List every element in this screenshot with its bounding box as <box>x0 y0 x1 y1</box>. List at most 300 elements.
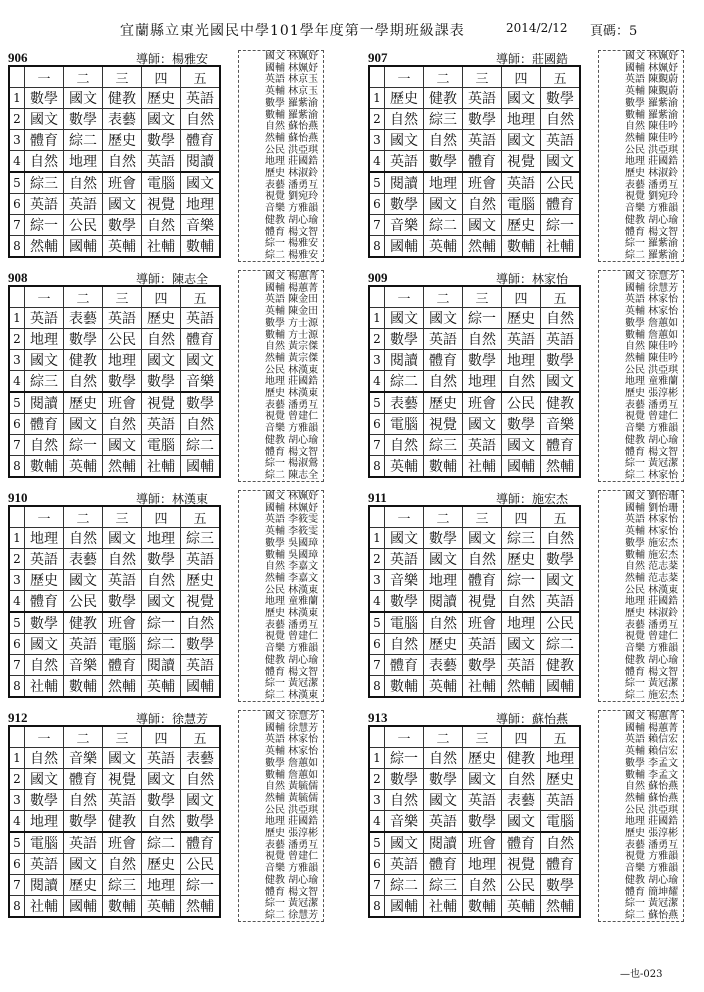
teacher-entry: 數學 詹蕙如 <box>625 317 679 329</box>
period-number: 7 <box>9 655 25 676</box>
subject-cell: 國文 <box>541 570 581 591</box>
period-row <box>9 308 220 329</box>
teacher-entry: 英輔 林家怡 <box>625 526 679 538</box>
period-number: 2 <box>9 769 25 790</box>
teacher-entry: 公民 洪亞琪 <box>265 804 319 816</box>
period-row <box>369 194 580 215</box>
subject-cell: 英語 <box>64 832 103 854</box>
subject-cell: 自然 <box>64 172 103 194</box>
subject-cell: 音樂 <box>541 414 581 435</box>
subject-cell: 數學 <box>103 591 142 613</box>
subject-cell: 班會 <box>463 392 502 414</box>
day-header: 四 <box>142 726 181 748</box>
subject-cell: 健教 <box>64 350 103 371</box>
period-row <box>9 414 220 435</box>
day-header: 四 <box>502 66 541 88</box>
period-number: 5 <box>9 392 25 414</box>
subject-cell: 國文 <box>541 371 581 393</box>
subject-cell: 自然 <box>424 748 463 769</box>
day-header: 二 <box>424 286 463 308</box>
teacher-entry: 公民 洪亞琪 <box>625 144 679 156</box>
teacher-entry: 數輔 李孟文 <box>625 769 679 781</box>
day-header-row <box>369 286 580 308</box>
day-header-row <box>369 726 580 748</box>
subject-cell: 綜一 <box>25 215 64 236</box>
subject-cell: 綜二 <box>541 634 581 655</box>
teacher-entry: 數學 方士源 <box>265 317 319 329</box>
teacher-entry: 自然 范志棻 <box>625 561 679 573</box>
subject-cell: 社輔 <box>424 896 463 918</box>
teacher-entry: 然輔 蘇怡燕 <box>265 132 319 144</box>
teacher-entry: 數學 羅紫渝 <box>625 97 679 109</box>
period-number: 8 <box>369 676 385 698</box>
teacher-entry: 然輔 蘇怡燕 <box>625 792 679 804</box>
period-number: 6 <box>9 414 25 435</box>
subject-cell: 國文 <box>463 528 502 549</box>
period-row <box>9 854 220 875</box>
teacher-entry: 數學 吳國璋 <box>265 537 319 549</box>
teacher-entry: 音樂 方雅韻 <box>265 863 319 875</box>
period-number: 5 <box>9 172 25 194</box>
subject-cell: 國文 <box>25 634 64 655</box>
subject-cell: 體育 <box>64 769 103 790</box>
day-header: 一 <box>25 286 64 308</box>
period-row <box>9 194 220 215</box>
teacher-entry: 國文 楊蕙菁 <box>265 271 319 282</box>
subject-cell: 音樂 <box>385 811 424 833</box>
period-row <box>369 172 580 194</box>
subject-cell: 綜三 <box>502 528 541 549</box>
period-row <box>9 591 220 613</box>
teacher-entry: 國輔 楊蕙菁 <box>625 722 679 734</box>
period-row <box>369 215 580 236</box>
teacher-entry: 地理 莊國鋯 <box>625 596 679 608</box>
subject-cell: 英語 <box>424 329 463 350</box>
subject-cell: 體育 <box>463 570 502 591</box>
subject-cell: 綜一 <box>463 308 502 329</box>
day-header: 二 <box>64 506 103 528</box>
teacher-entry: 公民 洪亞琪 <box>625 364 679 376</box>
teacher-entry: 歷史 張淳彬 <box>625 388 679 400</box>
teacher-entry: 英語 林家怡 <box>625 514 679 526</box>
period-row <box>369 896 580 918</box>
teacher-entry: 國文 劉怡珊 <box>625 491 679 502</box>
teacher-entry: 數輔 方士源 <box>265 329 319 341</box>
teacher-entry: 地理 莊國鋯 <box>265 376 319 388</box>
subject-cell: 綜一 <box>541 215 581 236</box>
subject-cell: 地理 <box>502 109 541 130</box>
teacher-entry: 表藝 潘勇互 <box>625 179 679 191</box>
subject-cell: 綜一 <box>385 748 424 769</box>
subject-cell: 歷史 <box>142 88 181 109</box>
subject-cell: 數輔 <box>463 896 502 918</box>
period-row <box>369 832 580 854</box>
subject-cell: 英語 <box>541 329 581 350</box>
subject-cell: 自然 <box>25 748 64 769</box>
subject-cell: 數學 <box>424 151 463 173</box>
subject-cell: 健教 <box>424 88 463 109</box>
period-row <box>9 151 220 173</box>
subject-cell: 健教 <box>502 748 541 769</box>
teacher-entry: 數輔 施宏杰 <box>625 549 679 561</box>
period-number: 7 <box>369 435 385 456</box>
corner-cell <box>369 506 385 528</box>
period-number: 5 <box>369 172 385 194</box>
teacher-entry: 音樂 方雅韻 <box>625 863 679 875</box>
day-header: 一 <box>25 66 64 88</box>
teacher-entry: 歷史 林淑鈴 <box>265 168 319 180</box>
teacher-entry: 健教 胡心瑜 <box>625 434 679 446</box>
period-row <box>369 371 580 393</box>
subject-cell: 數學 <box>181 811 221 833</box>
period-number: 1 <box>9 748 25 769</box>
period-number: 1 <box>369 88 385 109</box>
subject-cell: 國輔 <box>385 896 424 918</box>
teacher-entry: 然輔 黃宗傑 <box>265 352 319 364</box>
subject-cell: 音樂 <box>385 215 424 236</box>
day-header: 二 <box>64 286 103 308</box>
subject-cell: 數學 <box>385 329 424 350</box>
subject-cell: 班會 <box>463 172 502 194</box>
teacher-entry: 體育 簡坤耀 <box>625 886 679 898</box>
subject-cell: 英語 <box>463 790 502 811</box>
subject-cell: 歷史 <box>424 634 463 655</box>
teacher-entry: 地理 童雅蘭 <box>265 596 319 608</box>
teacher-entry: 地理 莊國鋯 <box>265 156 319 168</box>
subject-cell: 自然 <box>64 528 103 549</box>
subject-cell: 英語 <box>25 854 64 875</box>
period-row <box>369 435 580 456</box>
subject-cell: 國文 <box>64 570 103 591</box>
teacher-entry: 綜一 黃冠潔 <box>265 678 319 690</box>
subject-cell: 綜二 <box>181 435 221 456</box>
period-number: 6 <box>369 854 385 875</box>
period-number: 7 <box>9 215 25 236</box>
subject-cell: 自然 <box>181 414 221 435</box>
teacher-entry: 地理 莊國鋯 <box>625 816 679 828</box>
day-header: 二 <box>64 726 103 748</box>
subject-cell: 英語 <box>142 414 181 435</box>
subject-cell: 地理 <box>463 854 502 875</box>
period-number: 6 <box>9 634 25 655</box>
schedule-table <box>368 725 581 918</box>
subject-cell: 班會 <box>463 612 502 634</box>
schedule-table <box>8 505 221 698</box>
subject-cell: 地理 <box>181 194 221 215</box>
teacher-entry: 英語 陳金田 <box>265 294 319 306</box>
teacher-entry: 國輔 林姵妤 <box>265 502 319 514</box>
subject-cell: 健教 <box>103 88 142 109</box>
page-number: 頁碼：5 <box>590 24 638 39</box>
teacher-entry: 國輔 林姵妤 <box>265 62 319 74</box>
period-number: 1 <box>9 88 25 109</box>
period-row <box>369 549 580 570</box>
period-number: 1 <box>369 308 385 329</box>
period-number: 6 <box>369 194 385 215</box>
subject-cell: 英語 <box>103 308 142 329</box>
subject-cell: 數輔 <box>181 236 221 258</box>
class-number: 906 <box>8 50 28 65</box>
subject-cell: 歷史 <box>25 570 64 591</box>
period-number: 2 <box>369 769 385 790</box>
subject-cell: 社輔 <box>25 676 64 698</box>
subject-cell: 體育 <box>385 655 424 676</box>
subject-cell: 歷史 <box>502 215 541 236</box>
period-number: 1 <box>369 748 385 769</box>
teacher-entry: 視覺 曾建仁 <box>625 411 679 423</box>
subject-cell: 數學 <box>64 811 103 833</box>
subject-cell: 視覺 <box>424 414 463 435</box>
day-header: 三 <box>103 726 142 748</box>
teacher-entry: 表藝 潘勇互 <box>265 179 319 191</box>
subject-cell: 體育 <box>541 194 581 215</box>
subject-cell: 然輔 <box>103 676 142 698</box>
teacher-entry: 視覺 曾建仁 <box>265 411 319 423</box>
subject-cell: 國文 <box>424 549 463 570</box>
teacher-entry: 體育 楊文智 <box>265 226 319 238</box>
period-row <box>369 591 580 613</box>
subject-cell: 自然 <box>385 634 424 655</box>
subject-cell: 然輔 <box>502 676 541 698</box>
day-header: 五 <box>541 286 581 308</box>
subject-cell: 自然 <box>541 109 581 130</box>
subject-cell: 英語 <box>463 435 502 456</box>
teacher-entry: 綜二 陳志全 <box>265 469 319 481</box>
period-number: 8 <box>9 676 25 698</box>
teacher-entry: 英語 賴信宏 <box>625 734 679 746</box>
subject-cell: 公民 <box>64 215 103 236</box>
class-number: 909 <box>368 270 388 285</box>
teacher-entry: 歷史 林淑鈴 <box>625 168 679 180</box>
corner-cell <box>9 726 25 748</box>
day-header: 三 <box>103 286 142 308</box>
teacher-entry: 國文 楊蕙菁 <box>625 711 679 722</box>
teacher-entry: 數學 李孟文 <box>625 757 679 769</box>
subject-cell: 公民 <box>541 172 581 194</box>
subject-cell: 班會 <box>103 612 142 634</box>
teacher-entry: 公民 林漢東 <box>625 584 679 596</box>
subject-cell: 國文 <box>502 634 541 655</box>
subject-cell: 自然 <box>502 591 541 613</box>
period-number: 3 <box>369 570 385 591</box>
subject-cell: 國輔 <box>385 236 424 258</box>
teacher-entry: 自然 黃毓儒 <box>265 781 319 793</box>
subject-cell: 國文 <box>463 414 502 435</box>
subject-cell: 體育 <box>541 854 581 875</box>
subject-cell: 閱讀 <box>25 875 64 896</box>
day-header: 三 <box>463 286 502 308</box>
subject-cell: 綜三 <box>25 371 64 393</box>
subject-cell: 音樂 <box>181 215 221 236</box>
teacher-entry: 公民 洪亞琪 <box>625 804 679 816</box>
subject-cell: 自然 <box>103 414 142 435</box>
subject-cell: 視覺 <box>103 769 142 790</box>
subject-cell: 然輔 <box>541 896 581 918</box>
subject-cell: 數學 <box>142 549 181 570</box>
subject-cell: 數學 <box>142 130 181 151</box>
subject-cell: 公民 <box>502 875 541 896</box>
subject-cell: 英語 <box>181 655 221 676</box>
day-header: 五 <box>181 66 221 88</box>
subject-cell: 國輔 <box>181 676 221 698</box>
subject-cell: 國文 <box>142 591 181 613</box>
period-row <box>369 790 580 811</box>
subject-cell: 國文 <box>181 172 221 194</box>
subject-cell: 國文 <box>25 109 64 130</box>
subject-cell: 地理 <box>424 570 463 591</box>
class-number: 908 <box>8 270 28 285</box>
schedule-table <box>368 505 581 698</box>
subject-cell: 歷史 <box>502 549 541 570</box>
subject-cell: 自然 <box>385 435 424 456</box>
teacher-entry: 綜二 徐慧芳 <box>265 909 319 921</box>
teacher-entry: 數輔 詹蕙如 <box>625 329 679 341</box>
day-header: 五 <box>181 506 221 528</box>
subject-cell: 數學 <box>385 769 424 790</box>
subject-cell: 體育 <box>502 832 541 854</box>
period-row <box>369 570 580 591</box>
subject-cell: 自然 <box>463 549 502 570</box>
subject-cell: 英輔 <box>424 236 463 258</box>
teacher-entry: 數學 羅紫渝 <box>265 97 319 109</box>
subject-cell: 地理 <box>25 329 64 350</box>
subject-cell: 英語 <box>385 854 424 875</box>
subject-cell: 視覺 <box>502 151 541 173</box>
day-header: 三 <box>103 506 142 528</box>
subject-cell: 數學 <box>463 109 502 130</box>
period-row <box>369 634 580 655</box>
subject-cell: 自然 <box>424 130 463 151</box>
subject-cell: 健教 <box>64 612 103 634</box>
period-row <box>9 435 220 456</box>
subject-cell: 國文 <box>385 528 424 549</box>
corner-cell <box>9 286 25 308</box>
subject-cell: 國文 <box>541 151 581 173</box>
subject-cell: 音樂 <box>385 570 424 591</box>
period-number: 7 <box>9 435 25 456</box>
period-number: 4 <box>369 371 385 393</box>
subject-cell: 歷史 <box>142 308 181 329</box>
subject-cell: 自然 <box>502 769 541 790</box>
subject-cell: 表藝 <box>181 748 221 769</box>
schedule-table <box>8 285 221 478</box>
period-number: 8 <box>9 456 25 478</box>
teacher-entry: 健教 胡心瑜 <box>625 874 679 886</box>
teacher-entry: 英輔 林京玉 <box>265 86 319 98</box>
tutor-name: 導師：蘇怡燕 <box>496 712 569 726</box>
subject-cell: 自然 <box>103 151 142 173</box>
subject-cell: 歷史 <box>103 130 142 151</box>
subject-cell: 歷史 <box>64 392 103 414</box>
teacher-entry: 自然 黃宗傑 <box>265 341 319 353</box>
teacher-entry: 表藝 潘勇互 <box>625 399 679 411</box>
teacher-entry: 健教 胡心瑜 <box>265 434 319 446</box>
period-row <box>9 549 220 570</box>
teacher-entry: 綜一 楊雅安 <box>265 238 319 250</box>
subject-cell: 電腦 <box>385 612 424 634</box>
day-header: 二 <box>424 66 463 88</box>
subject-cell: 國文 <box>463 769 502 790</box>
teacher-entry: 公民 林漢東 <box>265 584 319 596</box>
period-number: 2 <box>369 549 385 570</box>
period-number: 7 <box>9 875 25 896</box>
subject-cell: 歷史 <box>541 769 581 790</box>
subject-cell: 綜二 <box>424 215 463 236</box>
teacher-entry: 國輔 徐慧芳 <box>625 282 679 294</box>
subject-cell: 自然 <box>385 790 424 811</box>
subject-cell: 數輔 <box>103 896 142 918</box>
day-header: 三 <box>463 66 502 88</box>
teacher-entry: 國輔 徐慧芳 <box>265 722 319 734</box>
teacher-entry: 音樂 方雅韻 <box>265 203 319 215</box>
subject-cell: 自然 <box>25 151 64 173</box>
schedule-table <box>8 725 221 918</box>
subject-cell: 地理 <box>25 811 64 833</box>
subject-cell: 地理 <box>103 350 142 371</box>
subject-cell: 然輔 <box>541 456 581 478</box>
subject-cell: 自然 <box>541 528 581 549</box>
subject-cell: 閱讀 <box>181 151 221 173</box>
day-header: 一 <box>25 506 64 528</box>
subject-cell: 國輔 <box>64 896 103 918</box>
teacher-list <box>598 270 684 482</box>
teacher-entry: 公民 林漢東 <box>265 364 319 376</box>
subject-cell: 電腦 <box>25 832 64 854</box>
subject-cell: 英語 <box>502 655 541 676</box>
subject-cell: 數學 <box>103 215 142 236</box>
day-header: 二 <box>424 506 463 528</box>
subject-cell: 自然 <box>64 371 103 393</box>
teacher-entry: 綜二 林漢東 <box>265 689 319 701</box>
teacher-entry: 視覺 劉宛玲 <box>265 191 319 203</box>
teacher-entry: 地理 莊國鋯 <box>265 816 319 828</box>
period-row <box>9 748 220 769</box>
subject-cell: 數學 <box>541 549 581 570</box>
subject-cell: 歷史 <box>64 875 103 896</box>
print-date: 2014/2/12 <box>506 21 568 35</box>
period-row <box>9 875 220 896</box>
teacher-entry: 綜二 林家怡 <box>625 469 679 481</box>
period-row <box>369 151 580 173</box>
subject-cell: 閱讀 <box>424 832 463 854</box>
period-row <box>369 875 580 896</box>
subject-cell: 社輔 <box>463 456 502 478</box>
subject-cell: 自然 <box>181 769 221 790</box>
teacher-entry: 體育 楊文智 <box>265 886 319 898</box>
subject-cell: 英語 <box>142 151 181 173</box>
period-row <box>9 811 220 833</box>
period-row <box>369 655 580 676</box>
period-number: 5 <box>9 612 25 634</box>
subject-cell: 電腦 <box>541 811 581 833</box>
class-block-908 <box>8 270 320 482</box>
day-header: 三 <box>463 726 502 748</box>
subject-cell: 體育 <box>25 414 64 435</box>
period-row <box>369 748 580 769</box>
day-header: 一 <box>385 286 424 308</box>
subject-cell: 綜三 <box>181 528 221 549</box>
subject-cell: 然輔 <box>181 896 221 918</box>
period-number: 5 <box>9 832 25 854</box>
tutor-name: 導師：施宏杰 <box>496 492 569 506</box>
period-row <box>369 88 580 109</box>
period-row <box>369 308 580 329</box>
class-block-907 <box>368 50 680 262</box>
teacher-list <box>598 710 684 922</box>
subject-cell: 綜三 <box>103 875 142 896</box>
teacher-entry: 自然 陳佳吟 <box>625 121 679 133</box>
day-header: 五 <box>181 726 221 748</box>
